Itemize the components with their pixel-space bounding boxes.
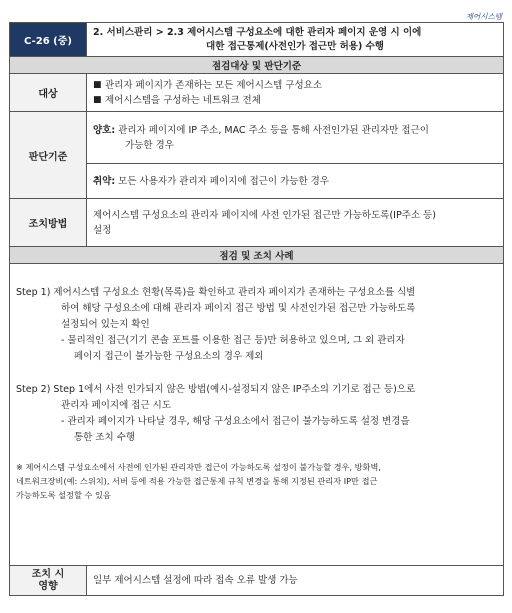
check-section-header: 점검대상 및 판단기준 (10, 57, 504, 74)
action-content: 제어시스템 구성요소의 관리자 페이지에 사전 인가된 접근만 가능하도록(IP주소 등) 설정 (87, 199, 504, 247)
bad-label: 취약: (93, 175, 116, 187)
target-content (87, 74, 504, 112)
target-item: ■ 제어시스템을 구성하는 네트워크 전체 (93, 94, 261, 106)
step-1: Step 1) 제어시스템 구성요소 현황(목록)을 확인하고 관리자 페이지가 존재하는 구성요소를 식별 하여 해당 구성요소에 대해 관리자 페이지 접근 방법 및 사전인가된 접근만 가능하도록 설정되어 있는지 확인 - 물리적인 접근(기기 콘솔 포트를 이용한 접근 등)만 허용하고 있으며, 그 외 관리자 페이지 접근이 불가능한 구성요소의 경우 제외 (16, 287, 416, 362)
category-tag: 제어시스템 (465, 12, 502, 21)
impact-label: 조치 시 영향 (10, 566, 87, 596)
criteria-good: 양호: 관리자 페이지에 IP 주소, MAC 주소 등을 통해 사전인가된 관리자만 접근이 가능한 경우 (87, 112, 504, 164)
square-bullet-icon: ■ (93, 79, 102, 90)
item-title-line1: 2. 서비스관리 > 2.3 제어시스템 구성요소에 대한 관리자 페이지 운영 시 이에 (93, 26, 422, 38)
item-title-line2: 대한 접근통제(사전인가 접근만 허용) 수행 (206, 40, 384, 52)
note: ※ 제어시스템 구성요소에서 사전에 인가된 관리자만 접근이 가능하도록 설정이 불가능할 경우, 방화벽, 네트워크장비(예: 스위치), 서버 등에 적용 가능한 접근통제 규칙 변경을 통해 지정된 관리자 IP만 접근 가능하도록 설정할 수 있음 (16, 462, 381, 500)
target-label: 대상 (10, 74, 87, 112)
case-content (10, 264, 504, 566)
impact-content: 일부 제어시스템 설정에 따라 접속 오류 발생 가능 (87, 566, 504, 596)
item-title (87, 23, 504, 57)
check-item-table (9, 22, 504, 596)
square-bullet-icon: ■ (93, 94, 102, 105)
case-section-header: 점검 및 조치 사례 (10, 247, 504, 264)
target-item: ■ 관리자 페이지가 존재하는 모든 제어시스템 구성요소 (93, 79, 322, 91)
item-code: C-26 (중) (10, 23, 87, 57)
criteria-bad: 취약: 모든 사용자가 관리자 페이지에 접근이 가능한 경우 (87, 164, 504, 199)
good-label: 양호: (93, 124, 116, 136)
criteria-label: 판단기준 (10, 112, 87, 199)
action-label: 조치방법 (10, 199, 87, 247)
step-2: Step 2) Step 1에서 사전 인가되지 않은 방법(예시-설정되지 않은 IP주소의 기기로 접근 등)으로 관리자 페이지에 접근 시도 - 관리자 페이지가 나타날 경우, 해당 구성요소에서 접근이 불가능하도록 설정 변경을 통한 조치 수행 (16, 384, 416, 443)
